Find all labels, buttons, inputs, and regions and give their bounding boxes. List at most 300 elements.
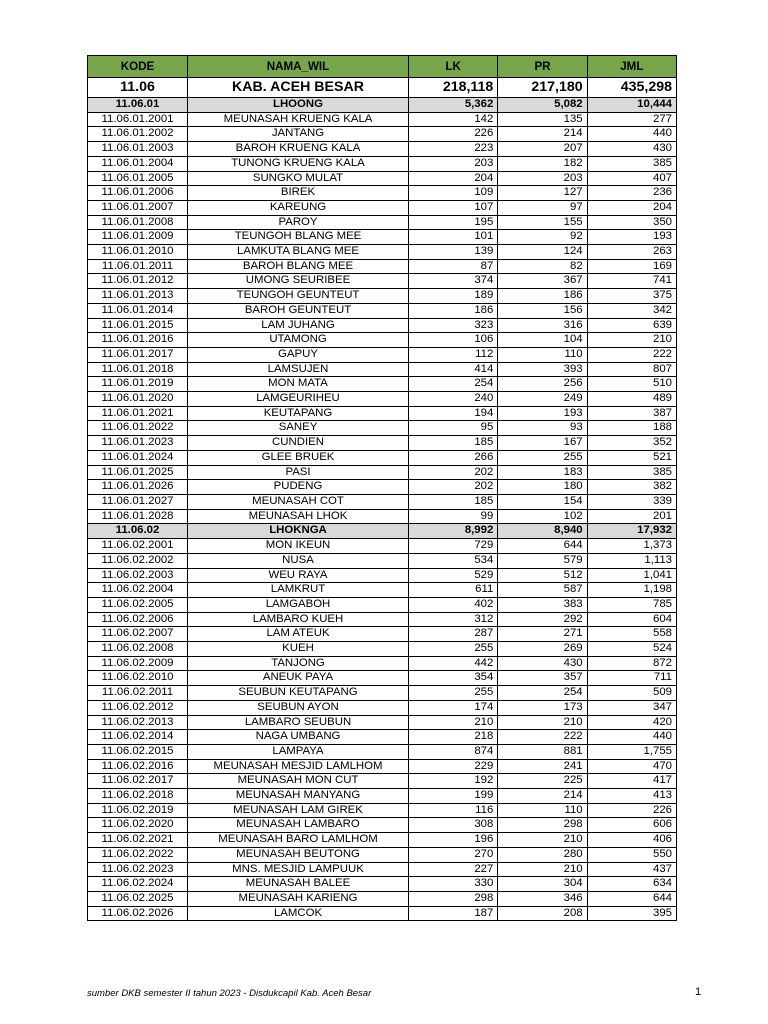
cell-lk: 255: [409, 642, 498, 657]
cell-jml: 222: [587, 347, 676, 362]
cell-kode: 11.06.02.2021: [88, 833, 188, 848]
cell-nama: LAMPAYA: [188, 744, 409, 759]
table-row: [88, 597, 677, 612]
cell-nama: LAM JUHANG: [188, 318, 409, 333]
cell-lk: 298: [409, 891, 498, 906]
cell-jml: 430: [587, 142, 676, 157]
cell-nama: UTAMONG: [188, 333, 409, 348]
cell-pr: 249: [498, 392, 587, 407]
cell-kode: 11.06.02.2023: [88, 862, 188, 877]
cell-pr: 124: [498, 245, 587, 260]
cell-jml: 339: [587, 494, 676, 509]
cell-jml: 236: [587, 186, 676, 201]
cell-nama: TEUNGOH BLANG MEE: [188, 230, 409, 245]
cell-nama: MEUNASAH BALEE: [188, 877, 409, 892]
kabupaten-pr: 217,180: [498, 78, 587, 98]
cell-kode: 11.06.01.2025: [88, 465, 188, 480]
cell-pr: 587: [498, 583, 587, 598]
table-row: [88, 847, 677, 862]
cell-kode: 11.06.01.2028: [88, 509, 188, 524]
cell-lk: 109: [409, 186, 498, 201]
cell-nama: BAROH KRUENG KALA: [188, 142, 409, 157]
table-row: [88, 656, 677, 671]
cell-pr: 222: [498, 730, 587, 745]
table-row: [88, 171, 677, 186]
cell-pr: 97: [498, 200, 587, 215]
table-row: [88, 245, 677, 260]
cell-pr: 110: [498, 347, 587, 362]
cell-nama: MEUNASAH LAMBARO: [188, 818, 409, 833]
cell-lk: 139: [409, 245, 498, 260]
cell-pr: 280: [498, 847, 587, 862]
cell-kode: 11.06.01.2002: [88, 127, 188, 142]
cell-lk: 611: [409, 583, 498, 598]
cell-lk: 186: [409, 303, 498, 318]
table-row: [88, 509, 677, 524]
cell-nama: MON MATA: [188, 377, 409, 392]
cell-lk: 287: [409, 627, 498, 642]
cell-jml: 470: [587, 759, 676, 774]
table-row: [88, 877, 677, 892]
cell-lk: 185: [409, 436, 498, 451]
cell-kode: 11.06.02.2026: [88, 906, 188, 921]
table-row: [88, 436, 677, 451]
cell-jml: 375: [587, 289, 676, 304]
cell-lk: 312: [409, 612, 498, 627]
cell-jml: 407: [587, 171, 676, 186]
cell-lk: 874: [409, 744, 498, 759]
cell-jml: 606: [587, 818, 676, 833]
cell-nama: TUNONG KRUENG KALA: [188, 156, 409, 171]
population-table: [87, 55, 677, 921]
cell-kode: 11.06.01.2021: [88, 406, 188, 421]
cell-jml: 1,113: [587, 553, 676, 568]
cell-pr: 512: [498, 568, 587, 583]
cell-nama: CUNDIEN: [188, 436, 409, 451]
cell-nama: MEUNASAH KRUENG KALA: [188, 112, 409, 127]
cell-pr: 173: [498, 700, 587, 715]
cell-lk: 308: [409, 818, 498, 833]
cell-nama: NUSA: [188, 553, 409, 568]
cell-pr: 881: [498, 744, 587, 759]
cell-pr: 154: [498, 494, 587, 509]
cell-nama: BAROH GEUNTEUT: [188, 303, 409, 318]
cell-lk: 534: [409, 553, 498, 568]
cell-kode: 11.06.01.2001: [88, 112, 188, 127]
table-row: [88, 539, 677, 554]
cell-lk: 442: [409, 656, 498, 671]
cell-pr: 203: [498, 171, 587, 186]
cell-jml: 420: [587, 715, 676, 730]
cell-pr: 644: [498, 539, 587, 554]
cell-pr: 110: [498, 803, 587, 818]
cell-lk: 354: [409, 671, 498, 686]
cell-pr: 104: [498, 333, 587, 348]
cell-nama: BAROH BLANG MEE: [188, 259, 409, 274]
cell-pr: 225: [498, 774, 587, 789]
table-row: [88, 715, 677, 730]
kecamatan-row: [88, 524, 677, 539]
cell-nama: LAMGABOH: [188, 597, 409, 612]
cell-lk: 204: [409, 171, 498, 186]
cell-nama: GAPUY: [188, 347, 409, 362]
cell-pr: 367: [498, 274, 587, 289]
cell-pr: 180: [498, 480, 587, 495]
cell-pr: 93: [498, 421, 587, 436]
cell-kode: 11.06.01.2017: [88, 347, 188, 362]
cell-pr: 82: [498, 259, 587, 274]
cell-lk: 729: [409, 539, 498, 554]
table-row: [88, 333, 677, 348]
cell-pr: 155: [498, 215, 587, 230]
table-row: [88, 450, 677, 465]
kecamatan-lk: 8,992: [409, 524, 498, 539]
cell-kode: 11.06.01.2023: [88, 436, 188, 451]
kecamatan-pr: 8,940: [498, 524, 587, 539]
cell-jml: 510: [587, 377, 676, 392]
table-row: [88, 392, 677, 407]
cell-lk: 402: [409, 597, 498, 612]
cell-nama: SANEY: [188, 421, 409, 436]
cell-lk: 202: [409, 465, 498, 480]
cell-nama: KUEH: [188, 642, 409, 657]
cell-nama: LAMKRUT: [188, 583, 409, 598]
cell-nama: MEUNASAH KARIENG: [188, 891, 409, 906]
cell-pr: 255: [498, 450, 587, 465]
cell-jml: 385: [587, 465, 676, 480]
cell-pr: 207: [498, 142, 587, 157]
cell-lk: 218: [409, 730, 498, 745]
cell-pr: 186: [498, 289, 587, 304]
cell-kode: 11.06.01.2011: [88, 259, 188, 274]
cell-lk: 195: [409, 215, 498, 230]
table-row: [88, 789, 677, 804]
cell-pr: 292: [498, 612, 587, 627]
cell-lk: 187: [409, 906, 498, 921]
cell-nama: SUNGKO MULAT: [188, 171, 409, 186]
header-lk: LK: [409, 56, 498, 78]
cell-nama: SEUBUN KEUTAPANG: [188, 686, 409, 701]
cell-jml: 558: [587, 627, 676, 642]
cell-pr: 346: [498, 891, 587, 906]
cell-jml: 387: [587, 406, 676, 421]
cell-lk: 529: [409, 568, 498, 583]
cell-jml: 440: [587, 127, 676, 142]
cell-jml: 277: [587, 112, 676, 127]
cell-pr: 102: [498, 509, 587, 524]
cell-kode: 11.06.02.2018: [88, 789, 188, 804]
table-row: [88, 259, 677, 274]
cell-nama: MON IKEUN: [188, 539, 409, 554]
kecamatan-jml: 17,932: [587, 524, 676, 539]
cell-jml: 509: [587, 686, 676, 701]
cell-kode: 11.06.01.2019: [88, 377, 188, 392]
cell-jml: 263: [587, 245, 676, 260]
cell-pr: 210: [498, 715, 587, 730]
cell-jml: 807: [587, 362, 676, 377]
cell-jml: 193: [587, 230, 676, 245]
table-row: [88, 112, 677, 127]
cell-jml: 347: [587, 700, 676, 715]
cell-pr: 256: [498, 377, 587, 392]
kabupaten-jml: 435,298: [587, 78, 676, 98]
cell-jml: 524: [587, 642, 676, 657]
cell-jml: 413: [587, 789, 676, 804]
cell-jml: 440: [587, 730, 676, 745]
cell-jml: 1,041: [587, 568, 676, 583]
cell-lk: 223: [409, 142, 498, 157]
cell-nama: MEUNASAH BARO LAMLHOM: [188, 833, 409, 848]
table-row: [88, 230, 677, 245]
cell-kode: 11.06.01.2014: [88, 303, 188, 318]
cell-lk: 226: [409, 127, 498, 142]
cell-lk: 374: [409, 274, 498, 289]
cell-jml: 169: [587, 259, 676, 274]
cell-nama: PAROY: [188, 215, 409, 230]
table-row: [88, 362, 677, 377]
table-row: [88, 744, 677, 759]
cell-lk: 203: [409, 156, 498, 171]
cell-kode: 11.06.02.2020: [88, 818, 188, 833]
cell-jml: 639: [587, 318, 676, 333]
cell-pr: 210: [498, 833, 587, 848]
cell-pr: 269: [498, 642, 587, 657]
cell-pr: 304: [498, 877, 587, 892]
cell-lk: 87: [409, 259, 498, 274]
table-row: [88, 818, 677, 833]
cell-lk: 266: [409, 450, 498, 465]
cell-nama: SEUBUN AYON: [188, 700, 409, 715]
table-row: [88, 406, 677, 421]
cell-kode: 11.06.02.2017: [88, 774, 188, 789]
header-nama-wil: NAMA_WIL: [188, 56, 409, 78]
cell-nama: LAMGEURIHEU: [188, 392, 409, 407]
table-row: [88, 377, 677, 392]
cell-jml: 188: [587, 421, 676, 436]
cell-jml: 711: [587, 671, 676, 686]
cell-kode: 11.06.01.2012: [88, 274, 188, 289]
cell-pr: 579: [498, 553, 587, 568]
cell-nama: LAMBARO SEUBUN: [188, 715, 409, 730]
header-pr: PR: [498, 56, 587, 78]
table-row: [88, 803, 677, 818]
cell-lk: 192: [409, 774, 498, 789]
cell-lk: 116: [409, 803, 498, 818]
cell-lk: 95: [409, 421, 498, 436]
kecamatan-nama: LHOKNGA: [188, 524, 409, 539]
cell-kode: 11.06.02.2003: [88, 568, 188, 583]
cell-kode: 11.06.02.2012: [88, 700, 188, 715]
table-row: [88, 568, 677, 583]
cell-lk: 240: [409, 392, 498, 407]
cell-nama: TANJONG: [188, 656, 409, 671]
cell-pr: 383: [498, 597, 587, 612]
cell-kode: 11.06.02.2022: [88, 847, 188, 862]
kabupaten-kode: 11.06: [88, 78, 188, 98]
table-row: [88, 303, 677, 318]
cell-nama: LAMBARO KUEH: [188, 612, 409, 627]
cell-pr: 210: [498, 862, 587, 877]
table-row: [88, 186, 677, 201]
cell-lk: 174: [409, 700, 498, 715]
table-row: [88, 759, 677, 774]
cell-kode: 11.06.02.2005: [88, 597, 188, 612]
cell-kode: 11.06.02.2024: [88, 877, 188, 892]
cell-kode: 11.06.02.2025: [88, 891, 188, 906]
cell-kode: 11.06.02.2002: [88, 553, 188, 568]
table-row: [88, 627, 677, 642]
table-row: [88, 833, 677, 848]
cell-jml: 406: [587, 833, 676, 848]
cell-kode: 11.06.01.2018: [88, 362, 188, 377]
cell-pr: 316: [498, 318, 587, 333]
cell-kode: 11.06.01.2026: [88, 480, 188, 495]
cell-jml: 785: [587, 597, 676, 612]
cell-nama: WEU RAYA: [188, 568, 409, 583]
cell-kode: 11.06.02.2011: [88, 686, 188, 701]
table-row: [88, 686, 677, 701]
cell-lk: 255: [409, 686, 498, 701]
table-row: [88, 421, 677, 436]
kecamatan-kode: 11.06.02: [88, 524, 188, 539]
cell-kode: 11.06.02.2009: [88, 656, 188, 671]
cell-pr: 208: [498, 906, 587, 921]
cell-jml: 210: [587, 333, 676, 348]
cell-nama: MEUNASAH MON CUT: [188, 774, 409, 789]
kabupaten-nama: KAB. ACEH BESAR: [188, 78, 409, 98]
cell-nama: GLEE BRUEK: [188, 450, 409, 465]
table-row: [88, 906, 677, 921]
cell-jml: 741: [587, 274, 676, 289]
cell-kode: 11.06.01.2016: [88, 333, 188, 348]
cell-kode: 11.06.01.2010: [88, 245, 188, 260]
cell-lk: 112: [409, 347, 498, 362]
cell-nama: LAM ATEUK: [188, 627, 409, 642]
cell-lk: 254: [409, 377, 498, 392]
cell-pr: 156: [498, 303, 587, 318]
cell-jml: 1,198: [587, 583, 676, 598]
table-row: [88, 612, 677, 627]
cell-kode: 11.06.02.2014: [88, 730, 188, 745]
table-row: [88, 891, 677, 906]
table-row: [88, 200, 677, 215]
cell-kode: 11.06.02.2013: [88, 715, 188, 730]
cell-jml: 201: [587, 509, 676, 524]
cell-jml: 644: [587, 891, 676, 906]
kecamatan-jml: 10,444: [587, 98, 676, 113]
cell-jml: 550: [587, 847, 676, 862]
cell-nama: PASI: [188, 465, 409, 480]
cell-pr: 393: [498, 362, 587, 377]
cell-lk: 185: [409, 494, 498, 509]
table-row: [88, 642, 677, 657]
cell-kode: 11.06.01.2003: [88, 142, 188, 157]
cell-nama: MEUNASAH MESJID LAMLHOM: [188, 759, 409, 774]
cell-pr: 214: [498, 127, 587, 142]
cell-kode: 11.06.01.2015: [88, 318, 188, 333]
header-jml: JML: [587, 56, 676, 78]
cell-jml: 382: [587, 480, 676, 495]
source-footnote: sumber DKB semester II tahun 2023 - Disdukcapil Kab. Aceh Besar: [87, 988, 372, 999]
cell-kode: 11.06.02.2016: [88, 759, 188, 774]
table-row: [88, 274, 677, 289]
cell-nama: MEUNASAH COT: [188, 494, 409, 509]
cell-lk: 330: [409, 877, 498, 892]
cell-jml: 604: [587, 612, 676, 627]
cell-kode: 11.06.02.2010: [88, 671, 188, 686]
table-row: [88, 465, 677, 480]
cell-lk: 189: [409, 289, 498, 304]
cell-jml: 342: [587, 303, 676, 318]
cell-lk: 414: [409, 362, 498, 377]
cell-kode: 11.06.02.2006: [88, 612, 188, 627]
table-row: [88, 553, 677, 568]
cell-jml: 437: [587, 862, 676, 877]
cell-kode: 11.06.01.2004: [88, 156, 188, 171]
cell-jml: 1,373: [587, 539, 676, 554]
cell-nama: NAGA UMBANG: [188, 730, 409, 745]
cell-pr: 357: [498, 671, 587, 686]
header-kode: KODE: [88, 56, 188, 78]
cell-kode: 11.06.02.2007: [88, 627, 188, 642]
cell-nama: LAMCOK: [188, 906, 409, 921]
cell-nama: JANTANG: [188, 127, 409, 142]
cell-pr: 135: [498, 112, 587, 127]
cell-kode: 11.06.01.2020: [88, 392, 188, 407]
cell-kode: 11.06.01.2005: [88, 171, 188, 186]
cell-pr: 241: [498, 759, 587, 774]
cell-kode: 11.06.02.2019: [88, 803, 188, 818]
cell-kode: 11.06.02.2001: [88, 539, 188, 554]
cell-pr: 214: [498, 789, 587, 804]
cell-kode: 11.06.02.2004: [88, 583, 188, 598]
cell-nama: MEUNASAH LAM GIREK: [188, 803, 409, 818]
cell-nama: MEUNASAH LHOK: [188, 509, 409, 524]
cell-kode: 11.06.01.2006: [88, 186, 188, 201]
kabupaten-row: [88, 78, 677, 98]
cell-nama: PUDENG: [188, 480, 409, 495]
cell-pr: 254: [498, 686, 587, 701]
cell-jml: 1,755: [587, 744, 676, 759]
cell-jml: 352: [587, 436, 676, 451]
table-row: [88, 142, 677, 157]
cell-nama: UMONG SEURIBEE: [188, 274, 409, 289]
cell-nama: KEUTAPANG: [188, 406, 409, 421]
cell-nama: MEUNASAH BEUTONG: [188, 847, 409, 862]
table-row: [88, 347, 677, 362]
cell-jml: 489: [587, 392, 676, 407]
kabupaten-lk: 218,118: [409, 78, 498, 98]
cell-pr: 298: [498, 818, 587, 833]
kecamatan-row: [88, 98, 677, 113]
cell-kode: 11.06.01.2008: [88, 215, 188, 230]
cell-pr: 92: [498, 230, 587, 245]
cell-lk: 196: [409, 833, 498, 848]
cell-lk: 229: [409, 759, 498, 774]
cell-lk: 323: [409, 318, 498, 333]
cell-pr: 182: [498, 156, 587, 171]
cell-pr: 127: [498, 186, 587, 201]
table-row: [88, 862, 677, 877]
table-row: [88, 583, 677, 598]
cell-jml: 521: [587, 450, 676, 465]
cell-jml: 350: [587, 215, 676, 230]
cell-lk: 202: [409, 480, 498, 495]
table-row: [88, 671, 677, 686]
cell-lk: 101: [409, 230, 498, 245]
cell-pr: 167: [498, 436, 587, 451]
cell-lk: 99: [409, 509, 498, 524]
